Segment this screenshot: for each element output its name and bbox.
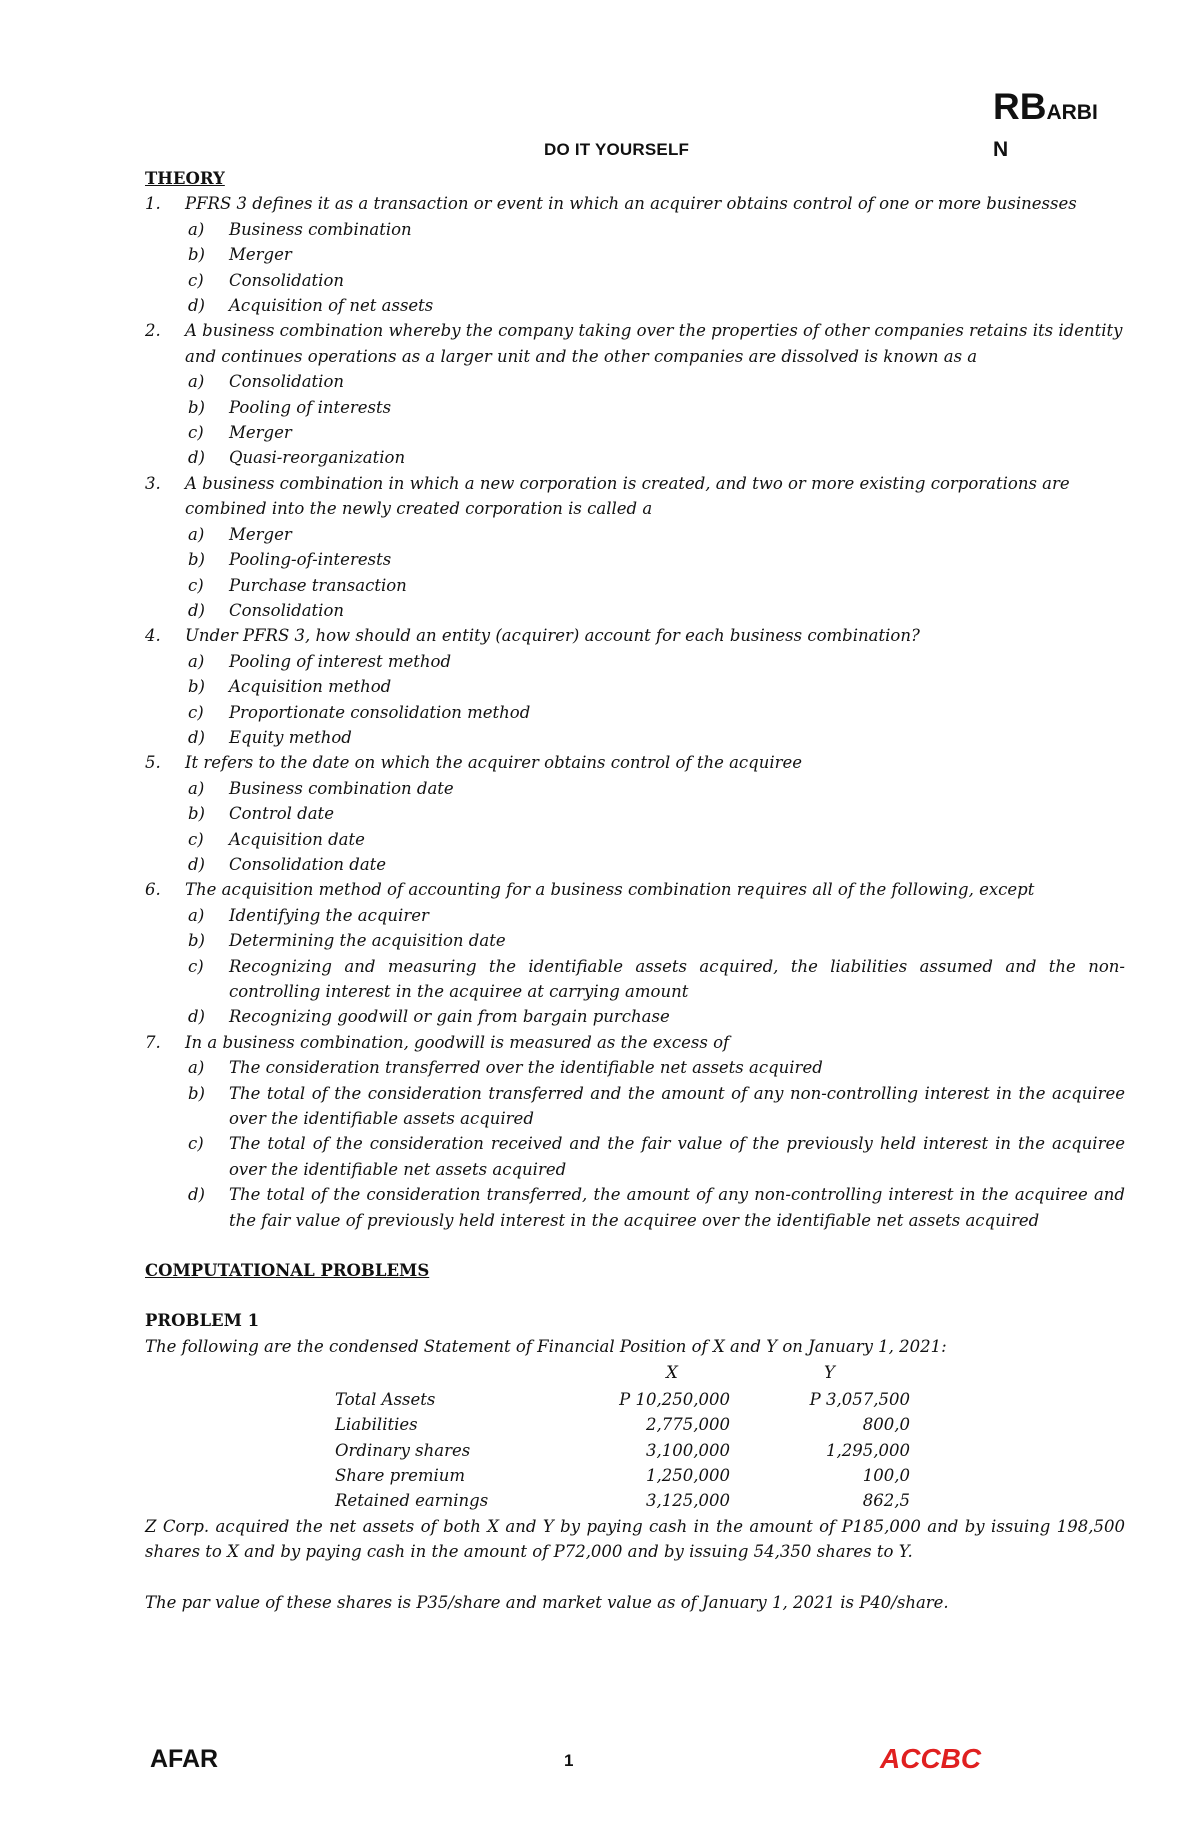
computational-heading: COMPUTATIONAL PROBLEMS <box>145 1261 430 1281</box>
option-text: The total of the consideration received and the fair value of the previously held interest in the acquiree over the identifiable net assets acquired <box>229 1134 1125 1179</box>
option-label: c) <box>188 270 204 290</box>
question-item <box>145 1030 1125 1055</box>
option-text: Business combination <box>229 219 412 239</box>
answer-option <box>145 217 1125 242</box>
option-text: Recognizing and measuring the identifiable assets acquired, the liabilities assumed and the non-controlling interest in the acquiree at carrying amount <box>229 956 1125 1001</box>
answer-option <box>145 242 1125 267</box>
question-number: 3. <box>145 473 161 493</box>
option-text: Merger <box>229 524 292 544</box>
option-label: b) <box>188 804 205 824</box>
question-item <box>145 877 1125 902</box>
question-text: The acquisition method of accounting for a business combination requires all of the following, except <box>185 880 1035 900</box>
table-header-row <box>335 1359 910 1386</box>
answer-option <box>145 852 1125 877</box>
question-number: 7. <box>145 1032 161 1052</box>
value-y: 100,0 <box>862 1465 910 1485</box>
answer-option <box>145 445 1125 470</box>
option-label: d) <box>188 1185 205 1205</box>
option-label: d) <box>188 448 205 468</box>
option-label: a) <box>188 651 205 671</box>
answer-option <box>145 420 1125 445</box>
option-label: c) <box>188 956 204 976</box>
question-text: A business combination in which a new corporation is created, and two or more existing corporations are combined into the newly created corporation is called a <box>185 473 1070 519</box>
problem-title: PROBLEM 1 <box>145 1311 260 1331</box>
answer-option <box>145 725 1125 750</box>
question-item <box>145 471 1125 522</box>
option-text: Quasi-reorganization <box>229 448 406 468</box>
spacer <box>145 1233 1125 1258</box>
option-text: Merger <box>229 245 292 265</box>
document-title: DO IT YOURSELF <box>544 140 690 159</box>
question-list <box>145 191 1125 1233</box>
option-text: The total of the consideration transferred, the amount of any non-controlling interest in the acquiree and the fair value of previously held interest in the acquiree over the identifiable net assets acquired <box>229 1185 1125 1230</box>
brand-rest: ARBI <box>1046 101 1098 124</box>
question-item <box>145 750 1125 775</box>
option-text: Pooling of interest method <box>229 651 452 671</box>
problem-paragraph-2: The par value of these shares is P35/share and market value as of January 1, 2021 is P40/share. <box>145 1592 949 1612</box>
answer-option <box>145 954 1125 1005</box>
option-text: Identifying the acquirer <box>229 905 429 925</box>
option-text: Purchase transaction <box>229 575 407 595</box>
value-x: 2,775,000 <box>646 1415 730 1435</box>
row-label: Ordinary shares <box>335 1440 471 1460</box>
question-number: 4. <box>145 626 161 646</box>
option-label: b) <box>188 245 205 265</box>
question-text: Under PFRS 3, how should an entity (acquirer) account for each business combination? <box>185 626 920 646</box>
theory-heading: THEORY <box>145 169 225 188</box>
answer-option <box>145 395 1125 420</box>
question-text: A business combination whereby the company taking over the properties of other companies retains its identity and continues operations as a larger unit and the other companies are dissolved is known as a <box>185 321 1123 366</box>
table-row <box>335 1488 910 1513</box>
problem-paragraph-1: Z Corp. acquired the net assets of both X and Y by paying cash in the amount of P185,000 and by issuing 198,500 shares to X and by paying cash in the amount of P72,000 and by issuing 54,350 shares to Y. <box>145 1516 1125 1562</box>
answer-option <box>145 522 1125 547</box>
option-text: Consolidation <box>229 270 345 290</box>
value-x: P 10,250,000 <box>619 1389 730 1409</box>
option-label: b) <box>188 677 205 697</box>
answer-option <box>145 928 1125 953</box>
option-label: b) <box>188 1083 205 1103</box>
brand-initials: RB <box>993 86 1047 127</box>
option-label: a) <box>188 905 205 925</box>
row-label: Share premium <box>335 1465 466 1485</box>
answer-option <box>145 268 1125 293</box>
option-text: Control date <box>229 804 334 824</box>
option-label: d) <box>188 854 205 874</box>
option-text: Merger <box>229 423 292 443</box>
answer-option <box>145 1004 1125 1029</box>
option-text: Acquisition method <box>229 677 392 697</box>
column-header-x: X <box>666 1363 678 1383</box>
option-label: a) <box>188 1058 205 1078</box>
spacer <box>145 1283 1125 1308</box>
table-row <box>335 1412 910 1437</box>
value-y: 862,5 <box>862 1491 910 1511</box>
row-label: Retained earnings <box>335 1491 489 1511</box>
question-item <box>145 623 1125 648</box>
answer-option <box>145 547 1125 572</box>
option-text: Acquisition date <box>229 829 365 849</box>
answer-option <box>145 776 1125 801</box>
value-x: 1,250,000 <box>646 1465 730 1485</box>
answer-option <box>145 700 1125 725</box>
option-text: Pooling of interests <box>229 397 392 417</box>
answer-option <box>145 903 1125 928</box>
question-number: 6. <box>145 880 161 900</box>
brand-suffix: N <box>993 138 1009 161</box>
option-text: Acquisition of net assets <box>229 296 434 316</box>
option-label: d) <box>188 296 205 316</box>
question-number: 5. <box>145 753 161 773</box>
row-label: Liabilities <box>335 1415 418 1435</box>
footer-subject: AFAR <box>150 1745 219 1773</box>
option-text: Recognizing goodwill or gain from bargain purchase <box>229 1007 670 1027</box>
option-text: Equity method <box>229 727 352 747</box>
option-text: Consolidation date <box>229 854 387 874</box>
table-row <box>335 1463 910 1488</box>
answer-option <box>145 674 1125 699</box>
answer-option <box>145 801 1125 826</box>
option-text: Proportionate consolidation method <box>229 702 531 722</box>
answer-option <box>145 293 1125 318</box>
option-label: c) <box>188 575 204 595</box>
option-label: a) <box>188 524 205 544</box>
footer-institution: ACCBC <box>880 1743 982 1774</box>
answer-option <box>145 827 1125 852</box>
option-label: d) <box>188 600 205 620</box>
option-text: Consolidation <box>229 600 345 620</box>
table-header-blank <box>335 1359 575 1386</box>
value-x: 3,125,000 <box>646 1491 730 1511</box>
option-label: d) <box>188 727 205 747</box>
table-row <box>335 1438 910 1463</box>
question-number: 1. <box>145 194 161 214</box>
question-item <box>145 318 1125 369</box>
option-text: Consolidation <box>229 372 345 392</box>
document-body <box>145 166 1125 1615</box>
option-label: b) <box>188 397 205 417</box>
problem-intro: The following are the condensed Statement of Financial Position of X and Y on January 1, 2021: <box>145 1336 947 1356</box>
option-label: c) <box>188 702 204 722</box>
question-text: PFRS 3 defines it as a transaction or event in which an acquirer obtains control of one or more businesses <box>185 194 1077 214</box>
option-text: The consideration transferred over the identifiable net assets acquired <box>229 1058 823 1078</box>
option-text: Determining the acquisition date <box>229 931 506 951</box>
page-number: 1 <box>564 1751 574 1770</box>
option-label: b) <box>188 931 205 951</box>
question-item <box>145 191 1125 216</box>
financial-position-table <box>335 1359 910 1513</box>
question-number: 2. <box>145 321 161 341</box>
option-label: a) <box>188 372 205 392</box>
answer-option <box>145 1182 1125 1233</box>
answer-option <box>145 649 1125 674</box>
value-y: P 3,057,500 <box>809 1389 910 1409</box>
table-row <box>335 1387 910 1412</box>
option-label: a) <box>188 219 205 239</box>
spacer <box>145 1565 1125 1590</box>
option-label: a) <box>188 778 205 798</box>
option-label: c) <box>188 423 204 443</box>
value-x: 3,100,000 <box>646 1440 730 1460</box>
option-text: Business combination date <box>229 778 454 798</box>
value-y: 800,0 <box>862 1415 910 1435</box>
value-y: 1,295,000 <box>826 1440 910 1460</box>
option-label: d) <box>188 1007 205 1027</box>
option-label: c) <box>188 829 204 849</box>
answer-option <box>145 1131 1125 1182</box>
question-text: It refers to the date on which the acquirer obtains control of the acquiree <box>185 753 803 773</box>
brand-logo <box>993 88 1098 125</box>
answer-option <box>145 1081 1125 1132</box>
table-body <box>335 1387 910 1514</box>
answer-option <box>145 598 1125 623</box>
option-label: b) <box>188 550 205 570</box>
answer-option <box>145 369 1125 394</box>
column-header-y: Y <box>824 1363 835 1383</box>
option-text: The total of the consideration transferred and the amount of any non-controlling interest in the acquiree over the identifiable assets acquired <box>229 1083 1125 1129</box>
row-label: Total Assets <box>335 1389 436 1409</box>
option-text: Pooling-of-interests <box>229 550 392 570</box>
option-label: c) <box>188 1134 204 1154</box>
answer-option <box>145 1055 1125 1080</box>
question-text: In a business combination, goodwill is measured as the excess of <box>185 1032 730 1052</box>
answer-option <box>145 573 1125 598</box>
